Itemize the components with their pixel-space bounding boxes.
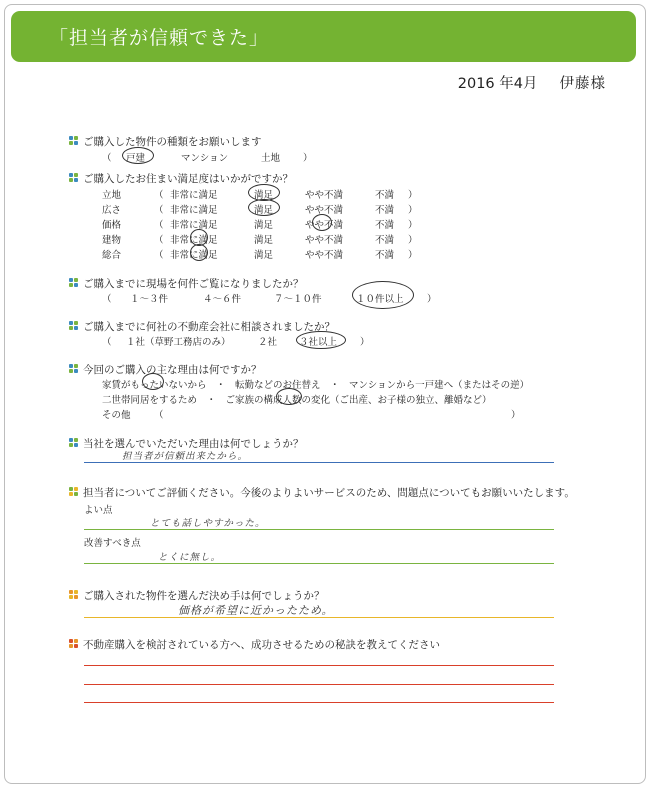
reason-line-2: 二世帯同居をするため ・ ご家族の構成人数の変化（ご出産、お子様の独立、離婚など）: [102, 395, 492, 406]
option-satisfied: 満足: [254, 250, 274, 261]
option-somewhat-dissatisfied: やや不満: [305, 235, 344, 246]
option-somewhat-dissatisfied: やや不満: [305, 220, 344, 231]
option-somewhat-dissatisfied: やや不満: [305, 190, 344, 201]
option-very-satisfied: 非常に満足: [170, 250, 218, 261]
option-somewhat-dissatisfied: やや不満: [305, 205, 344, 216]
question-text: ご購入した物件の種類をお願いします: [83, 136, 262, 148]
paren-close: ）: [408, 250, 418, 261]
question-text: ご購入までに現場を何件ご覧になりましたか？: [83, 278, 304, 290]
option-very-satisfied: 非常に満足: [170, 220, 218, 231]
bullet-icon: [69, 136, 79, 146]
selection-circle: [312, 214, 332, 231]
option-detached-house: 戸建: [126, 153, 146, 164]
handwritten-answer: 価格が希望に近かったため。: [178, 604, 334, 617]
selection-circle: [248, 199, 280, 216]
bullet-icon: [69, 321, 79, 331]
paren-open: （: [102, 294, 112, 305]
bullet-icon: [69, 278, 79, 288]
answer-line: [84, 684, 554, 685]
question-text: ご購入までに何社の不動産会社に相談されましたか？: [83, 321, 335, 333]
option-4-6: ４～６件: [203, 294, 242, 305]
option-very-satisfied: 非常に満足: [170, 205, 218, 216]
option-dissatisfied: 不満: [375, 250, 395, 261]
question-text: ご購入したお住まい満足度はいかがですか？: [83, 173, 293, 185]
option-satisfied: 満足: [254, 220, 274, 231]
other-label: その他: [102, 410, 131, 421]
option-dissatisfied: 不満: [375, 205, 395, 216]
option-satisfied: 満足: [254, 190, 274, 201]
customer-name: 伊藤様: [559, 76, 606, 92]
option-dissatisfied: 不満: [375, 235, 395, 246]
row-label: 建物: [102, 235, 122, 246]
selection-circle: [142, 373, 164, 390]
selection-circle: [352, 281, 414, 309]
option-satisfied: 満足: [254, 235, 274, 246]
option-land: 土地: [261, 153, 281, 164]
paren-open: （: [154, 205, 164, 216]
improvement-label: 改善すべき点: [84, 538, 141, 549]
option-one-company: １社（草野工務店のみ）: [126, 337, 231, 348]
paren-open: （: [154, 250, 164, 261]
option-10-plus: １０件以上: [356, 294, 404, 305]
option-dissatisfied: 不満: [375, 190, 395, 201]
question-text: ご購入された物件を選んだ決め手は何でしょうか？: [83, 590, 325, 602]
good-points-label: よい点: [84, 505, 113, 516]
bullet-icon: [69, 364, 79, 374]
option-very-satisfied: 非常に満足: [170, 190, 218, 201]
paren-open: （: [102, 337, 112, 348]
option-very-satisfied: 非常に満足: [170, 235, 218, 246]
answer-line: [84, 462, 554, 463]
bullet-icon: [69, 438, 79, 448]
paren-close: ）: [408, 190, 418, 201]
paren-open: （: [154, 410, 164, 421]
option-dissatisfied: 不満: [375, 220, 395, 231]
paren-close: ）: [408, 235, 418, 246]
question-text: 担当者についてご評価ください。今後のよりよいサービスのため、問題点についてもお願いいたします。: [83, 487, 575, 499]
paren-open: （: [154, 190, 164, 201]
answer-line: [84, 529, 554, 530]
handwritten-answer: とくに無し。: [158, 552, 222, 563]
selection-circle: [276, 388, 302, 405]
selection-circle: [122, 147, 154, 164]
bullet-icon: [69, 173, 79, 183]
paren-close: ）: [408, 205, 418, 216]
question-text: 今回のご購入の主な理由は何ですか？: [83, 364, 262, 376]
page-title: 「担当者が信頼できた」: [49, 27, 270, 49]
bullet-icon: [69, 590, 79, 600]
row-label: 広さ: [102, 205, 122, 216]
bullet-icon: [69, 639, 79, 649]
paren-open: （: [154, 220, 164, 231]
answer-line: [84, 702, 554, 703]
option-somewhat-dissatisfied: やや不満: [305, 250, 344, 261]
answer-line: [84, 617, 554, 618]
option-three-plus: ３社以上: [299, 337, 338, 348]
option-condominium: マンション: [181, 153, 229, 164]
option-satisfied: 満足: [254, 205, 274, 216]
row-label: 価格: [102, 220, 122, 231]
question-text: 当社を選んでいただいた理由は何でしょうか？: [83, 438, 304, 450]
date-line: [454, 72, 606, 93]
option-two-companies: ２社: [258, 337, 278, 348]
handwritten-answer: 担当者が信頼出来たから。: [122, 451, 249, 462]
date-month: 4月: [513, 76, 538, 92]
handwritten-answer: とても話しやすかった。: [150, 518, 266, 529]
paren-open: （: [154, 235, 164, 246]
paren-close: ）: [511, 410, 521, 421]
row-label: 総合: [102, 250, 122, 261]
selection-circle: [296, 331, 346, 349]
option-7-10: ７～１０件: [274, 294, 322, 305]
answer-line: [84, 665, 554, 666]
paren-close: ）: [427, 294, 437, 305]
paren-open: （: [102, 153, 112, 164]
date-year: 2016 年: [457, 76, 514, 92]
selection-circle: [190, 244, 208, 261]
bullet-icon: [69, 487, 79, 497]
question-text: 不動産購入を検討されている方へ、成功させるための秘訣を教えてください: [83, 639, 440, 651]
paren-close: ）: [360, 337, 370, 348]
paren-close: ）: [303, 153, 313, 164]
option-1-3: １～３件: [130, 294, 169, 305]
paren-close: ）: [408, 220, 418, 231]
row-label: 立地: [102, 190, 122, 201]
answer-line: [84, 563, 554, 564]
reason-line-1: 家賃がもったいないから ・ 転勤などのお住替え ・ マンションから一戸建へ（またはその逆）: [102, 380, 530, 391]
title-banner: [11, 11, 636, 62]
